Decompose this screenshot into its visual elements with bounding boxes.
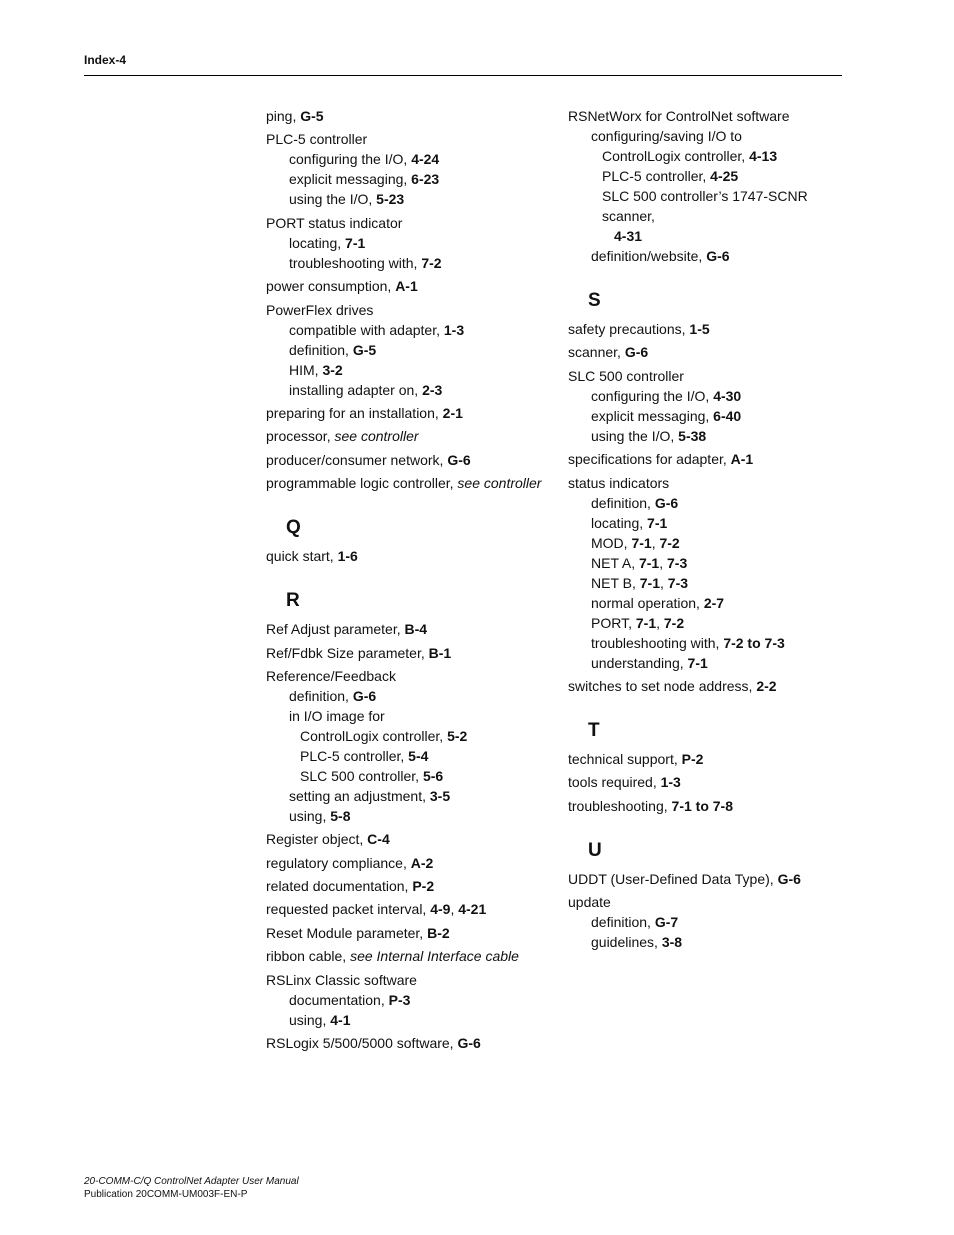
page-reference: 1-5 [689,321,710,337]
footer-manual-title: 20-COMM-C/Q ControlNet Adapter User Manual [84,1176,299,1187]
page-reference: 1-6 [337,548,358,565]
index-subterm [266,1010,556,1030]
index-entry [266,923,556,943]
term-text: troubleshooting with, [289,254,422,271]
page-reference: 3-2 [322,361,343,378]
index-section-letter: Q [286,517,301,539]
term-text: SLC 500 controller, [300,767,423,784]
term-text: normal operation, [591,594,704,611]
term-text: configuring the I/O, [289,151,412,168]
index-term [568,319,858,339]
index-term [266,666,556,686]
term-text: Reset Module parameter, [266,924,428,941]
index-subterm [266,726,556,746]
term-text: regulatory compliance, [266,854,411,871]
index-entry [266,829,556,849]
term-text: PowerFlex drives [266,301,374,318]
term-text: ribbon cable, [266,948,351,965]
index-entry [568,342,858,362]
term-text: using the I/O, [591,427,679,444]
page-reference: G-6 [457,1035,481,1052]
index-entry [568,676,858,696]
term-text: PLC-5 controller, [602,168,711,184]
index-term [266,403,556,423]
index-subterm [568,426,858,446]
page-reference: 5-6 [422,767,444,784]
index-entry [266,666,556,826]
term-text: safety precautions, [568,321,690,337]
term-text: ping, [266,108,301,124]
index-section-letter: U [588,839,602,861]
index-entry [568,749,858,769]
index-subterm [568,493,858,513]
index-column-left [266,106,556,1056]
index-subterm [568,226,858,246]
index-term [568,342,858,362]
term-text: configuring/saving I/O to [591,128,742,144]
index-subterm [568,932,858,952]
term-text: Ref/Fdbk Size parameter, [266,644,429,661]
page-reference: 3-5 [429,787,451,804]
index-entry [266,473,556,493]
index-subterm [266,169,556,189]
term-text: guidelines, [591,934,662,951]
index-subterm [568,246,858,266]
page-reference: B-1 [428,644,452,661]
page-reference: 7-1 to 7-8 [671,797,733,814]
term-text: related documentation, [266,878,413,895]
header-divider [84,75,842,76]
term-text: documentation, [289,991,389,1008]
index-entry [568,319,858,339]
index-entry [568,449,858,469]
index-subterm [568,912,858,932]
index-entry [266,546,556,566]
page-reference: 5-4 [408,747,429,764]
index-term [266,473,556,493]
index-term [266,213,556,233]
term-text: preparing for an installation, [266,404,443,421]
term-text: RSLinx Classic software [266,971,417,988]
page-reference: G-5 [300,108,324,124]
page-reference: 7-3 [667,554,688,571]
page-reference: 6-40 [713,407,742,424]
index-term [568,869,858,889]
term-text: producer/consumer network, [266,451,448,468]
index-term [568,473,858,493]
term-text: definition/website, [591,248,707,264]
index-entry [266,276,556,296]
term-text: power consumption, [266,278,396,295]
index-subterm [266,766,556,786]
see-reference: see Internal Interface cable [350,948,519,965]
term-text: definition, [289,687,353,704]
term-text: explicit messaging, [289,171,412,188]
index-term [266,129,556,149]
page-reference: 2-3 [422,381,443,398]
page-reference: 7-1 [639,574,660,591]
index-entry [266,946,556,966]
index-term [266,106,556,126]
index-term [568,676,858,696]
index-entry [568,869,858,889]
term-text: definition, [289,341,353,358]
term-text: using, [289,1011,331,1028]
index-subterm [266,340,556,360]
index-subterm [568,406,858,426]
index-term [266,643,556,663]
term-text: troubleshooting, [568,797,672,814]
index-subterm [568,593,858,613]
page-reference: 7-1 [687,654,708,671]
index-entry [568,796,858,816]
index-term [266,923,556,943]
page-reference: A-1 [395,278,418,295]
index-subterm [266,806,556,826]
index-subterm [266,786,556,806]
index-term [266,619,556,639]
page-reference: 4-21 [458,901,487,918]
index-subterm [568,653,858,673]
index-term [266,426,556,446]
index-subterm [266,149,556,169]
index-entry [266,450,556,470]
page-reference: 7-2 [421,254,442,271]
index-term [568,749,858,769]
page-reference: P-3 [388,991,411,1008]
index-entry [568,892,858,952]
term-text: status indicators [568,474,670,491]
term-text: compatible with adapter, [289,321,444,338]
index-subterm [568,126,858,146]
index-entry [266,876,556,896]
index-entry [266,403,556,423]
index-term [568,449,858,469]
term-text: locating, [591,514,648,531]
page-reference: A-1 [730,451,754,468]
index-entry [266,300,556,400]
page-reference: 7-1 [635,614,657,631]
index-subterm [568,386,858,406]
term-text: SLC 500 controller’s 1747-SCNR scanner, [602,188,808,224]
term-text: RSNetWorx for ControlNet software [568,108,790,124]
page-reference: 5-2 [447,727,468,744]
index-term [568,796,858,816]
page-reference: 4-25 [710,168,739,184]
index-entry [266,1033,556,1053]
index-term [568,366,858,386]
index-section-letter: R [286,590,300,612]
term-text: ControlLogix controller, [602,148,750,164]
page-reference: 7-1 [631,534,652,551]
term-text: MOD, [591,534,632,551]
index-subterm [266,686,556,706]
term-text: scanner, [568,344,625,361]
page-reference: 4-24 [411,151,440,168]
index-subterm [568,166,858,186]
page-reference: 2-7 [703,594,725,611]
index-term [266,876,556,896]
index-section-letter: T [588,719,600,741]
index-entry [266,970,556,1030]
term-text: Reference/Feedback [266,667,396,684]
term-text: understanding, [591,654,688,671]
term-text: PORT status indicator [266,214,403,231]
index-column-right [568,106,858,956]
term-text: , [656,614,664,631]
index-entry [568,473,858,673]
term-text: using the I/O, [289,191,377,208]
term-text: tools required, [568,774,661,791]
term-text: installing adapter on, [289,381,423,398]
page-reference: G-5 [352,341,377,358]
term-text: switches to set node address, [568,677,757,694]
term-text: explicit messaging, [591,407,714,424]
index-entry [266,853,556,873]
term-text: processor, [266,428,335,445]
term-text: Ref Adjust parameter, [266,621,405,638]
index-section-letter: S [588,290,601,311]
index-subterm [266,233,556,253]
page-reference: C-4 [367,831,390,848]
see-reference: see controller [334,428,419,445]
index-entry [568,106,858,266]
page-reference: A-2 [410,854,434,871]
index-term [568,106,858,126]
index-entry [568,772,858,792]
page-reference: 4-13 [749,148,778,164]
index-term [266,853,556,873]
index-term [266,276,556,296]
page-reference: P-2 [681,750,704,767]
index-entry [266,899,556,919]
index-term [266,970,556,990]
index-subterm [568,613,858,633]
term-text: UDDT (User-Defined Data Type), [568,870,778,887]
index-entry [266,426,556,446]
page-reference: 7-2 [659,534,680,551]
term-text: setting an adjustment, [289,787,430,804]
term-text: using, [289,807,331,824]
index-term [266,546,556,566]
page-reference: G-6 [624,344,649,361]
term-text: quick start, [266,548,338,565]
term-text: , [660,574,668,591]
index-term [568,892,858,912]
term-text: technical support, [568,750,682,767]
term-text: definition, [591,914,655,931]
term-text: Register object, [266,831,368,848]
term-text: , [659,554,667,571]
page-footer [84,1176,299,1201]
page-reference: B-4 [404,621,428,638]
term-text: SLC 500 controller [568,367,684,384]
index-subterm [568,186,858,226]
index-subterm [568,533,858,553]
page-reference: 1-3 [660,774,681,791]
page-reference: 5-23 [376,191,405,208]
term-text: update [568,894,611,911]
term-text: NET B, [591,574,640,591]
page-reference: G-6 [654,494,679,511]
index-subterm [568,553,858,573]
term-text: RSLogix 5/500/5000 software, [266,1035,458,1052]
term-text: , [651,534,660,551]
page-reference: 7-1 [647,514,668,531]
term-text: in I/O image for [289,707,385,724]
page-reference: G-6 [706,248,730,264]
term-text: requested packet interval, [266,901,431,918]
index-term [568,772,858,792]
term-text: locating, [289,234,346,251]
index-subterm [568,573,858,593]
page-reference: 3-8 [661,934,683,951]
page-reference: 7-1 [638,554,660,571]
index-entry [568,366,858,446]
index-subterm [266,320,556,340]
index-subterm [266,990,556,1010]
page-header-label: Index-4 [84,53,127,67]
index-subterm [568,633,858,653]
term-text: , [450,901,459,918]
page-reference: 2-1 [442,404,463,421]
index-subterm [266,253,556,273]
page-reference: G-6 [352,687,377,704]
page-reference: 4-31 [614,228,643,244]
page-reference: G-6 [777,870,801,887]
page-reference: 7-2 to 7-3 [723,634,785,651]
index-entry [266,643,556,663]
page-reference: 4-9 [430,901,451,918]
index-subterm [266,189,556,209]
index-entry [266,213,556,273]
page-reference: 6-23 [411,171,440,188]
term-text: PLC-5 controller [266,131,368,148]
term-text: PORT, [591,614,636,631]
index-subterm [568,146,858,166]
page-reference: 4-1 [330,1011,351,1028]
term-text: troubleshooting with, [591,634,724,651]
page-reference: 7-2 [663,614,685,631]
index-subterm [568,513,858,533]
term-text: configuring the I/O, [591,387,714,404]
footer-publication: Publication 20COMM-UM003F-EN-P [84,1188,248,1200]
index-entry [266,106,556,126]
index-entry [266,129,556,209]
term-text: PLC-5 controller, [300,747,409,764]
page-reference: 1-3 [443,321,465,338]
page-reference: B-2 [427,924,450,941]
index-term [266,899,556,919]
term-text: definition, [591,494,655,511]
page-reference: 5-38 [678,427,707,444]
term-text: HIM, [289,361,323,378]
index-term [266,300,556,320]
term-text: NET A, [591,554,639,571]
index-term [266,829,556,849]
page-reference: G-7 [654,914,679,931]
page-reference: 7-3 [667,574,689,591]
index-subterm [266,380,556,400]
term-text: programmable logic controller, [266,475,458,492]
page-reference: G-6 [447,451,471,468]
term-text: ControlLogix controller, [300,727,448,744]
index-subterm [266,746,556,766]
page-reference: 2-2 [756,677,777,694]
index-subterm [266,360,556,380]
index-entry [266,619,556,639]
page-reference: 4-30 [713,387,742,404]
page-reference: 7-1 [345,234,366,251]
index-term [266,450,556,470]
index-term [266,1033,556,1053]
see-reference: see controller [457,475,542,492]
page-reference: P-2 [412,878,435,895]
index-term [266,946,556,966]
index-subterm [266,706,556,726]
page-reference: 5-8 [330,807,351,824]
term-text: specifications for adapter, [568,451,731,468]
